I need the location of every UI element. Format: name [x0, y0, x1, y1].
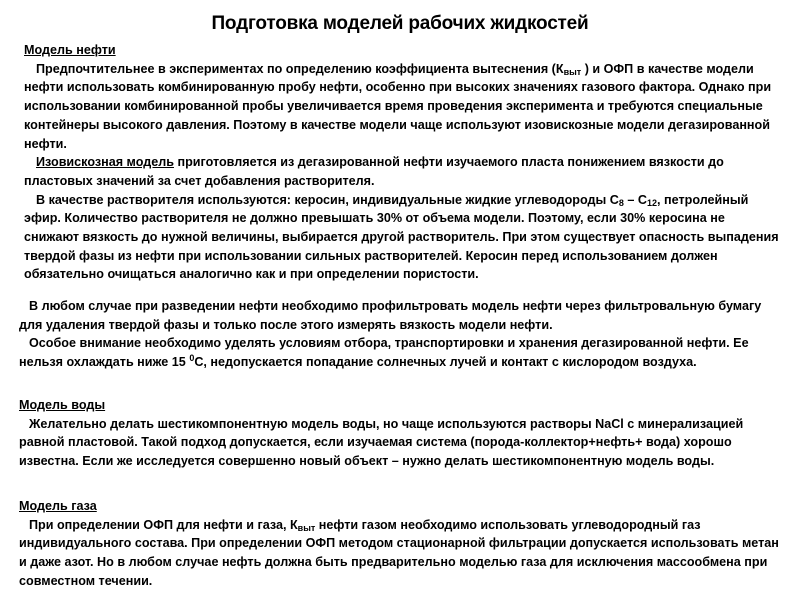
- isoviscous-model-term: Изовискозная модель: [36, 155, 174, 170]
- oil-model-section: [24, 41, 782, 284]
- oil-p3-text-a: В качестве растворителя используются: керосин, индивидуальные жидкие углеводороды С: [36, 192, 619, 207]
- oil-paragraph-3: [24, 191, 782, 285]
- oil-p3-text-mid: – С: [623, 192, 647, 207]
- oil-model-heading: Модель нефти: [24, 43, 116, 57]
- oil-model-continued: [19, 297, 785, 372]
- gas-model-section: [19, 497, 785, 591]
- oil-p3-subscript-1: 8: [618, 197, 624, 208]
- oil-paragraph-5: [19, 334, 785, 371]
- oil-p4-text: В любом случае при разведении нефти необходимо профильтровать модель нефти через фильтровальную бумагу для удаления твердой фазы и только после этого измерять вязкость модели нефти.: [19, 299, 762, 332]
- water-model-section: [19, 396, 785, 471]
- oil-p5-text-b: С, недопускается попадание солнечных лучей и контакт с кислородом воздуха.: [194, 355, 697, 370]
- gas-p1-text-b: нефти газом необходимо использовать углеводородный газ индивидуального состава. При определении ОФП методом стационарной фильтрации допускается использовать метан и даже азот. Но в любом случае нефть должна быть предварительно моделью газа для исключения массообмена при совместном течении.: [19, 517, 779, 588]
- oil-p1-subscript: выт: [563, 66, 582, 77]
- gas-p1-text-a: При определении ОФП для нефти и газа, К: [29, 517, 298, 532]
- page-title: Подготовка моделей рабочих жидкостей: [211, 13, 589, 34]
- gas-paragraph-1: [19, 516, 785, 591]
- oil-p5-text-a: Особое внимание необходимо уделять условиям отбора, транспортировки и хранения дегазированной нефти. Ее нельзя охлаждать ниже 15: [19, 336, 749, 370]
- water-p1-text: Желательно делать шестикомпонентную модель воды, но чаще используются растворы NaCl с минерализацией равной пластовой. Такой подход допускается, если изучаемая система (порода-коллектор+нефть+ вода) хорошо известна. Если же исследуется совершенно новый объект – нужно делать шестикомпонентную модель воды.: [19, 416, 744, 469]
- oil-paragraph-2: [24, 153, 782, 190]
- gas-model-heading: Модель газа: [19, 499, 97, 513]
- oil-paragraph-4: [19, 297, 785, 334]
- oil-p1-text-b: ) и ОФП в качестве модели нефти использовать комбинированную пробу нефти, особенно при высоких значениях газового фактора. Однако при использовании комбинированной пробы увеличивается время проведения эксперимента и требуются специальные контейнеры высокого давления. Поэтому в качестве модели чаще используют изовискозные модели дегазированной нефти.: [24, 61, 772, 151]
- water-model-heading: Модель воды: [19, 398, 106, 412]
- oil-p5-superscript: 0: [189, 353, 195, 364]
- oil-p1-text-a: Предпочтительнее в экспериментах по определению коэффициента вытеснения (К: [36, 61, 564, 76]
- oil-p3-subscript-2: 12: [647, 197, 658, 208]
- oil-p2-text: приготовляется из дегазированной нефти изучаемого пласта понижением вязкости до пластовых значений за счет добавления растворителя.: [24, 155, 724, 188]
- water-paragraph-1: [19, 415, 785, 471]
- oil-p3-text-b: , петролейный эфир. Количество растворителя не должно превышать 30% от объема модели. Поэтому, если 30% керосина не снижают вязкость до нужной величины, выбирается другой растворитель. При этом существует опасность выпадения твердой фазы из нефти при использовании сильных растворителей. Керосин перед использованием должен обязательно очищаться аналогично как и при определении пористости.: [24, 192, 779, 282]
- oil-paragraph-1: [24, 60, 782, 154]
- gas-p1-subscript: выт: [297, 522, 316, 533]
